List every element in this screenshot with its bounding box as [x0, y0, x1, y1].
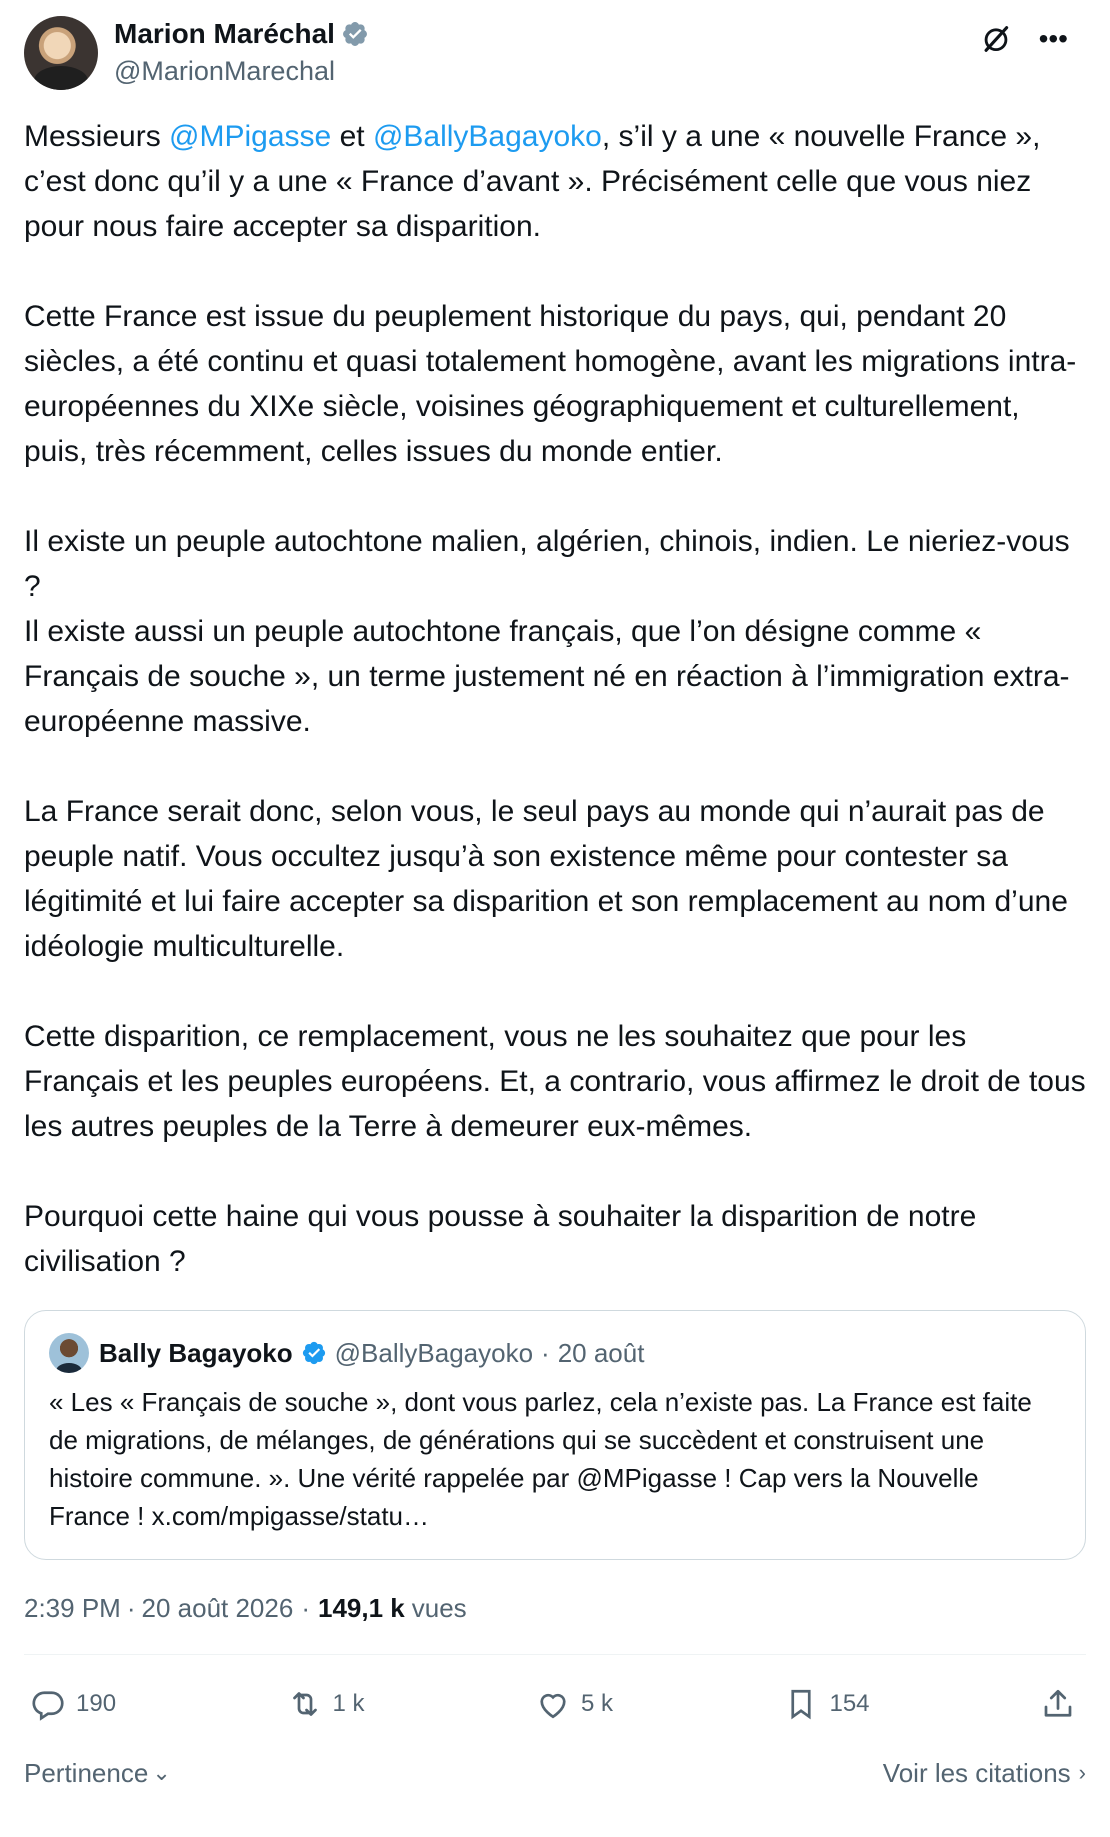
- quoted-separator: ·: [541, 1337, 550, 1368]
- mention-link[interactable]: @BallyBagayoko: [372, 120, 602, 153]
- grok-icon[interactable]: [979, 22, 1013, 56]
- author-name[interactable]: Marion Maréchal: [114, 18, 335, 49]
- sort-label: Pertinence: [24, 1757, 149, 1788]
- tweet-text-segment: Cette disparition, ce remplacement, vous ne les souhaitez que pour les Français et les peuples européens. Et, a contrario, vous affirmez le droit de tous les autres peuples de la Terre à demeurer eux-mêmes.: [24, 1020, 1095, 1143]
- tweet-paragraph: [24, 1014, 1095, 1149]
- tweet-timestamp: [24, 1588, 1086, 1628]
- tweet-paragraph: [24, 114, 1086, 249]
- tweet-text: [24, 114, 1095, 1284]
- tweet-paragraph: [24, 1194, 1086, 1284]
- share-icon: [1040, 1686, 1076, 1722]
- reply-button[interactable]: [30, 1686, 116, 1722]
- bookmark-count: 154: [829, 1690, 870, 1717]
- more-icon[interactable]: •••: [1038, 23, 1068, 54]
- tweet-date[interactable]: 20 août 2026: [141, 1592, 294, 1623]
- verified-badge-icon[interactable]: [341, 20, 369, 48]
- author-identity: [114, 18, 369, 87]
- verified-badge-icon: [301, 1340, 327, 1366]
- tweet-paragraph: [24, 294, 1086, 474]
- mention-link[interactable]: @MPigasse: [169, 120, 332, 153]
- quoted-author-avatar: [49, 1333, 89, 1373]
- quoted-tweet[interactable]: [24, 1310, 1086, 1560]
- bookmark-button[interactable]: [783, 1686, 869, 1722]
- chevron-right-icon: ›: [1078, 1760, 1086, 1785]
- reply-icon: [30, 1686, 66, 1722]
- like-icon: [535, 1686, 571, 1722]
- share-button[interactable]: [1040, 1686, 1076, 1722]
- tweet-text-segment: Pourquoi cette haine qui vous pousse à souhaiter la disparition de notre civilisation ?: [24, 1200, 985, 1278]
- tweet-header: [24, 0, 1086, 100]
- author-avatar[interactable]: [24, 16, 98, 90]
- repost-icon: [287, 1686, 323, 1722]
- sort-dropdown[interactable]: [24, 1758, 171, 1789]
- tweet-text-segment: Il existe un peuple autochtone malien, algérien, chinois, indien. Le nieriez-vous ? Il existe aussi un peuple autochtone français, que l’on désigne comme « Français de souche », un terme justement né en réaction à l’immigration extra-européenne massive.: [24, 525, 1070, 738]
- tweet-text-segment: et: [331, 120, 373, 153]
- repost-count: 1 k: [332, 1690, 365, 1717]
- views-label: vues: [411, 1592, 467, 1623]
- reply-footer: [24, 1753, 1086, 1793]
- tweet-time[interactable]: 2:39 PM: [24, 1592, 121, 1623]
- view-citations-link[interactable]: [883, 1758, 1086, 1789]
- author-handle[interactable]: @MarionMarechal: [114, 56, 335, 86]
- tweet-text-segment: Cette France est issue du peuplement historique du pays, qui, pendant 20 siècles, a été continu et quasi totalement homogène, avant les migrations intra-européennes du XIXe siècle, voisines géographiquement et culturellement, puis, très récemment, celles issues du monde entier.: [24, 300, 1077, 468]
- bookmark-icon: [783, 1686, 819, 1722]
- tweet-actions: [24, 1655, 1086, 1753]
- tweet-paragraph: [24, 789, 1086, 969]
- quoted-tweet-header: [49, 1333, 1061, 1373]
- tweet-text-segment: , s’il y a une « nouvelle France », c’est donc qu’il y a une « France d’avant ». Précisément celle que vous niez pour nous faire accepter sa disparition.: [24, 120, 1049, 243]
- quoted-tweet-text: « Les « Français de souche », dont vous parlez, cela n’existe pas. La France est faite de migrations, de mélanges, de générations qui se succèdent et construisent une histoire commune. ». Une vérité rappelée par @MPigasse ! Cap vers la Nouvelle France ! x.com/mpigasse/statu…: [49, 1387, 1032, 1531]
- like-count: 5 k: [581, 1690, 614, 1717]
- like-button[interactable]: [535, 1686, 613, 1722]
- header-actions: [979, 22, 1068, 56]
- author-name-row: [114, 18, 369, 50]
- reply-count: 190: [76, 1690, 117, 1717]
- meta-separator: ·: [301, 1592, 310, 1623]
- citations-label: Voir les citations: [882, 1757, 1071, 1788]
- tweet-paragraph: [24, 519, 1086, 744]
- tweet-text-segment: Messieurs: [24, 120, 170, 153]
- quoted-date: 20 août: [557, 1337, 645, 1368]
- quoted-author-handle: @BallyBagayoko: [334, 1337, 534, 1368]
- chevron-down-icon: ⌄: [152, 1760, 171, 1785]
- repost-button[interactable]: [287, 1686, 365, 1722]
- tweet-text-segment: La France serait donc, selon vous, le seul pays au monde qui n’aurait pas de peuple natif. Vous occultez jusqu’à son existence même pour contester sa légitimité et lui faire accepter sa disparition et son remplacement au nom d’une idéologie multiculturelle.: [24, 795, 1077, 963]
- quoted-author-name: Bally Bagayoko: [99, 1337, 293, 1368]
- meta-separator: ·: [126, 1592, 136, 1623]
- views-count: 149,1 k: [317, 1592, 405, 1623]
